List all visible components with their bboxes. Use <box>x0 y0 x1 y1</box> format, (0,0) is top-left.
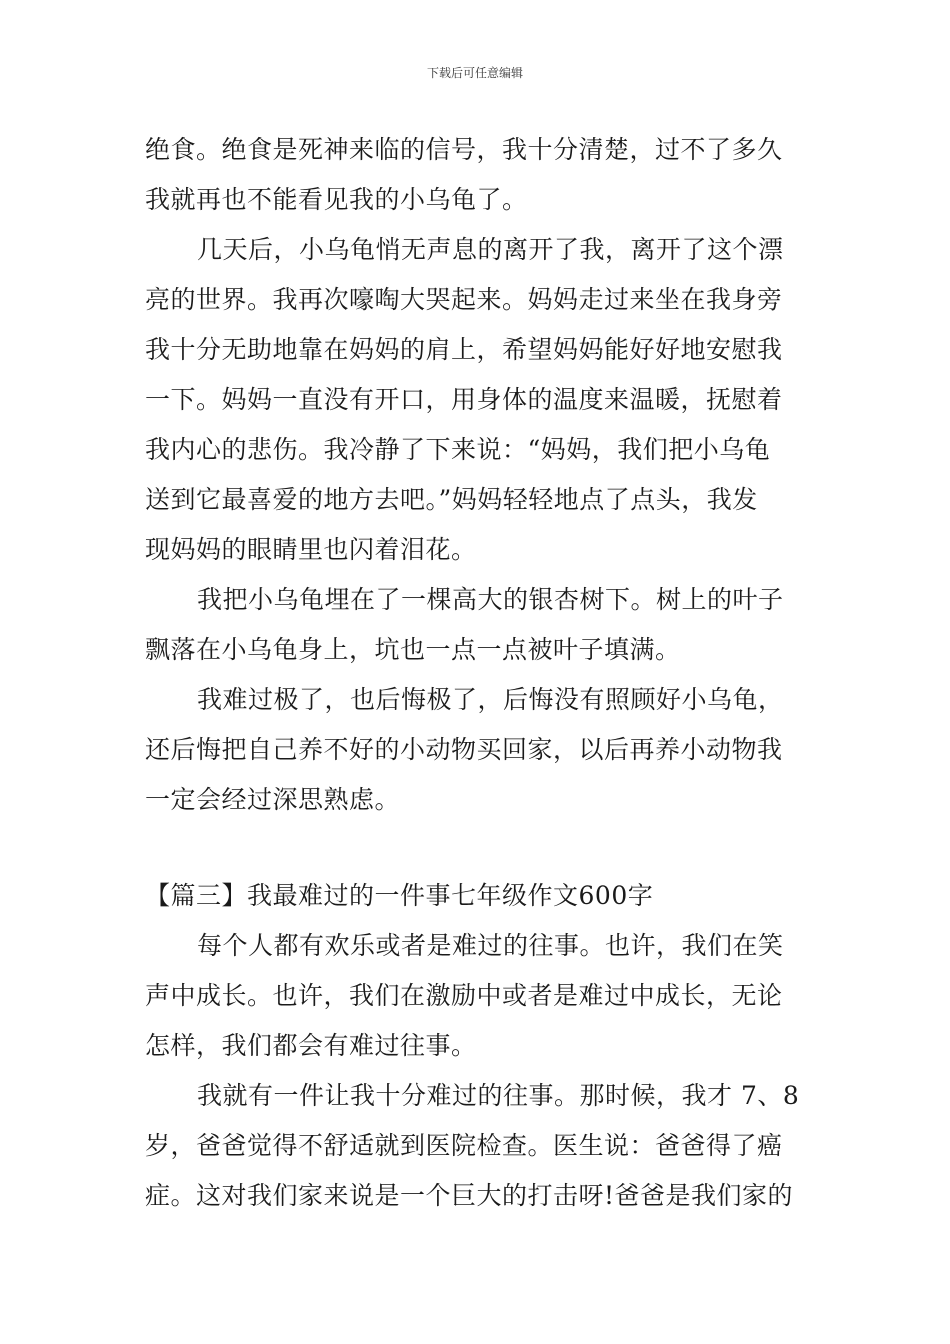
text-line: 我就有一件让我十分难过的往事。那时候，我才 7、8 <box>197 1081 800 1110</box>
text-line: 送到它最喜爱的地方去吧。”妈妈轻轻地点了点头，我发 <box>145 485 758 514</box>
text-line: 声中成长。也许，我们在激励中或者是难过中成长，无论 <box>145 981 783 1010</box>
text-line: 几天后，小乌龟悄无声息的离开了我，离开了这个漂 <box>197 235 784 264</box>
text-line: 怎样，我们都会有难过往事。 <box>145 1031 477 1060</box>
page-header: 下载后可任意编辑 <box>426 66 523 80</box>
text-line: 我难过极了，也后悔极了，后悔没有照顾好小乌龟， <box>197 685 784 714</box>
text-line: 每个人都有欢乐或者是难过的往事。也许，我们在笑 <box>197 931 784 960</box>
section-heading: 【篇三】我最难过的一件事七年级作文600字 <box>145 881 654 910</box>
text-line: 还后悔把自己养不好的小动物买回家，以后再养小动物我 <box>145 735 783 764</box>
text-line: 我把小乌龟埋在了一棵高大的银杏树下。树上的叶子 <box>197 585 784 614</box>
text-line: 现妈妈的眼睛里也闪着泪花。 <box>145 535 477 564</box>
text-line: 一下。妈妈一直没有开口，用身体的温度来温暖，抚慰着 <box>145 385 783 414</box>
text-line: 一定会经过深思熟虑。 <box>145 785 401 814</box>
text-line: 飘落在小乌龟身上，坑也一点一点被叶子填满。 <box>145 635 681 664</box>
text-line: 绝食。绝食是死神来临的信号，我十分清楚，过不了多久 <box>145 135 783 164</box>
text-line: 我就再也不能看见我的小乌龟了。 <box>145 185 528 214</box>
text-line: 我内心的悲伤。我冷静了下来说：“妈妈，我们把小乌龟 <box>145 435 771 464</box>
text-line: 岁，爸爸觉得不舒适就到医院检查。医生说：爸爸得了癌 <box>145 1131 783 1160</box>
text-line: 症。这对我们家来说是一个巨大的打击呀!爸爸是我们家的 <box>145 1181 794 1210</box>
text-line: 我十分无助地靠在妈妈的肩上，希望妈妈能好好地安慰我 <box>145 335 783 364</box>
text-line: 亮的世界。我再次嚎啕大哭起来。妈妈走过来坐在我身旁 <box>145 285 783 314</box>
